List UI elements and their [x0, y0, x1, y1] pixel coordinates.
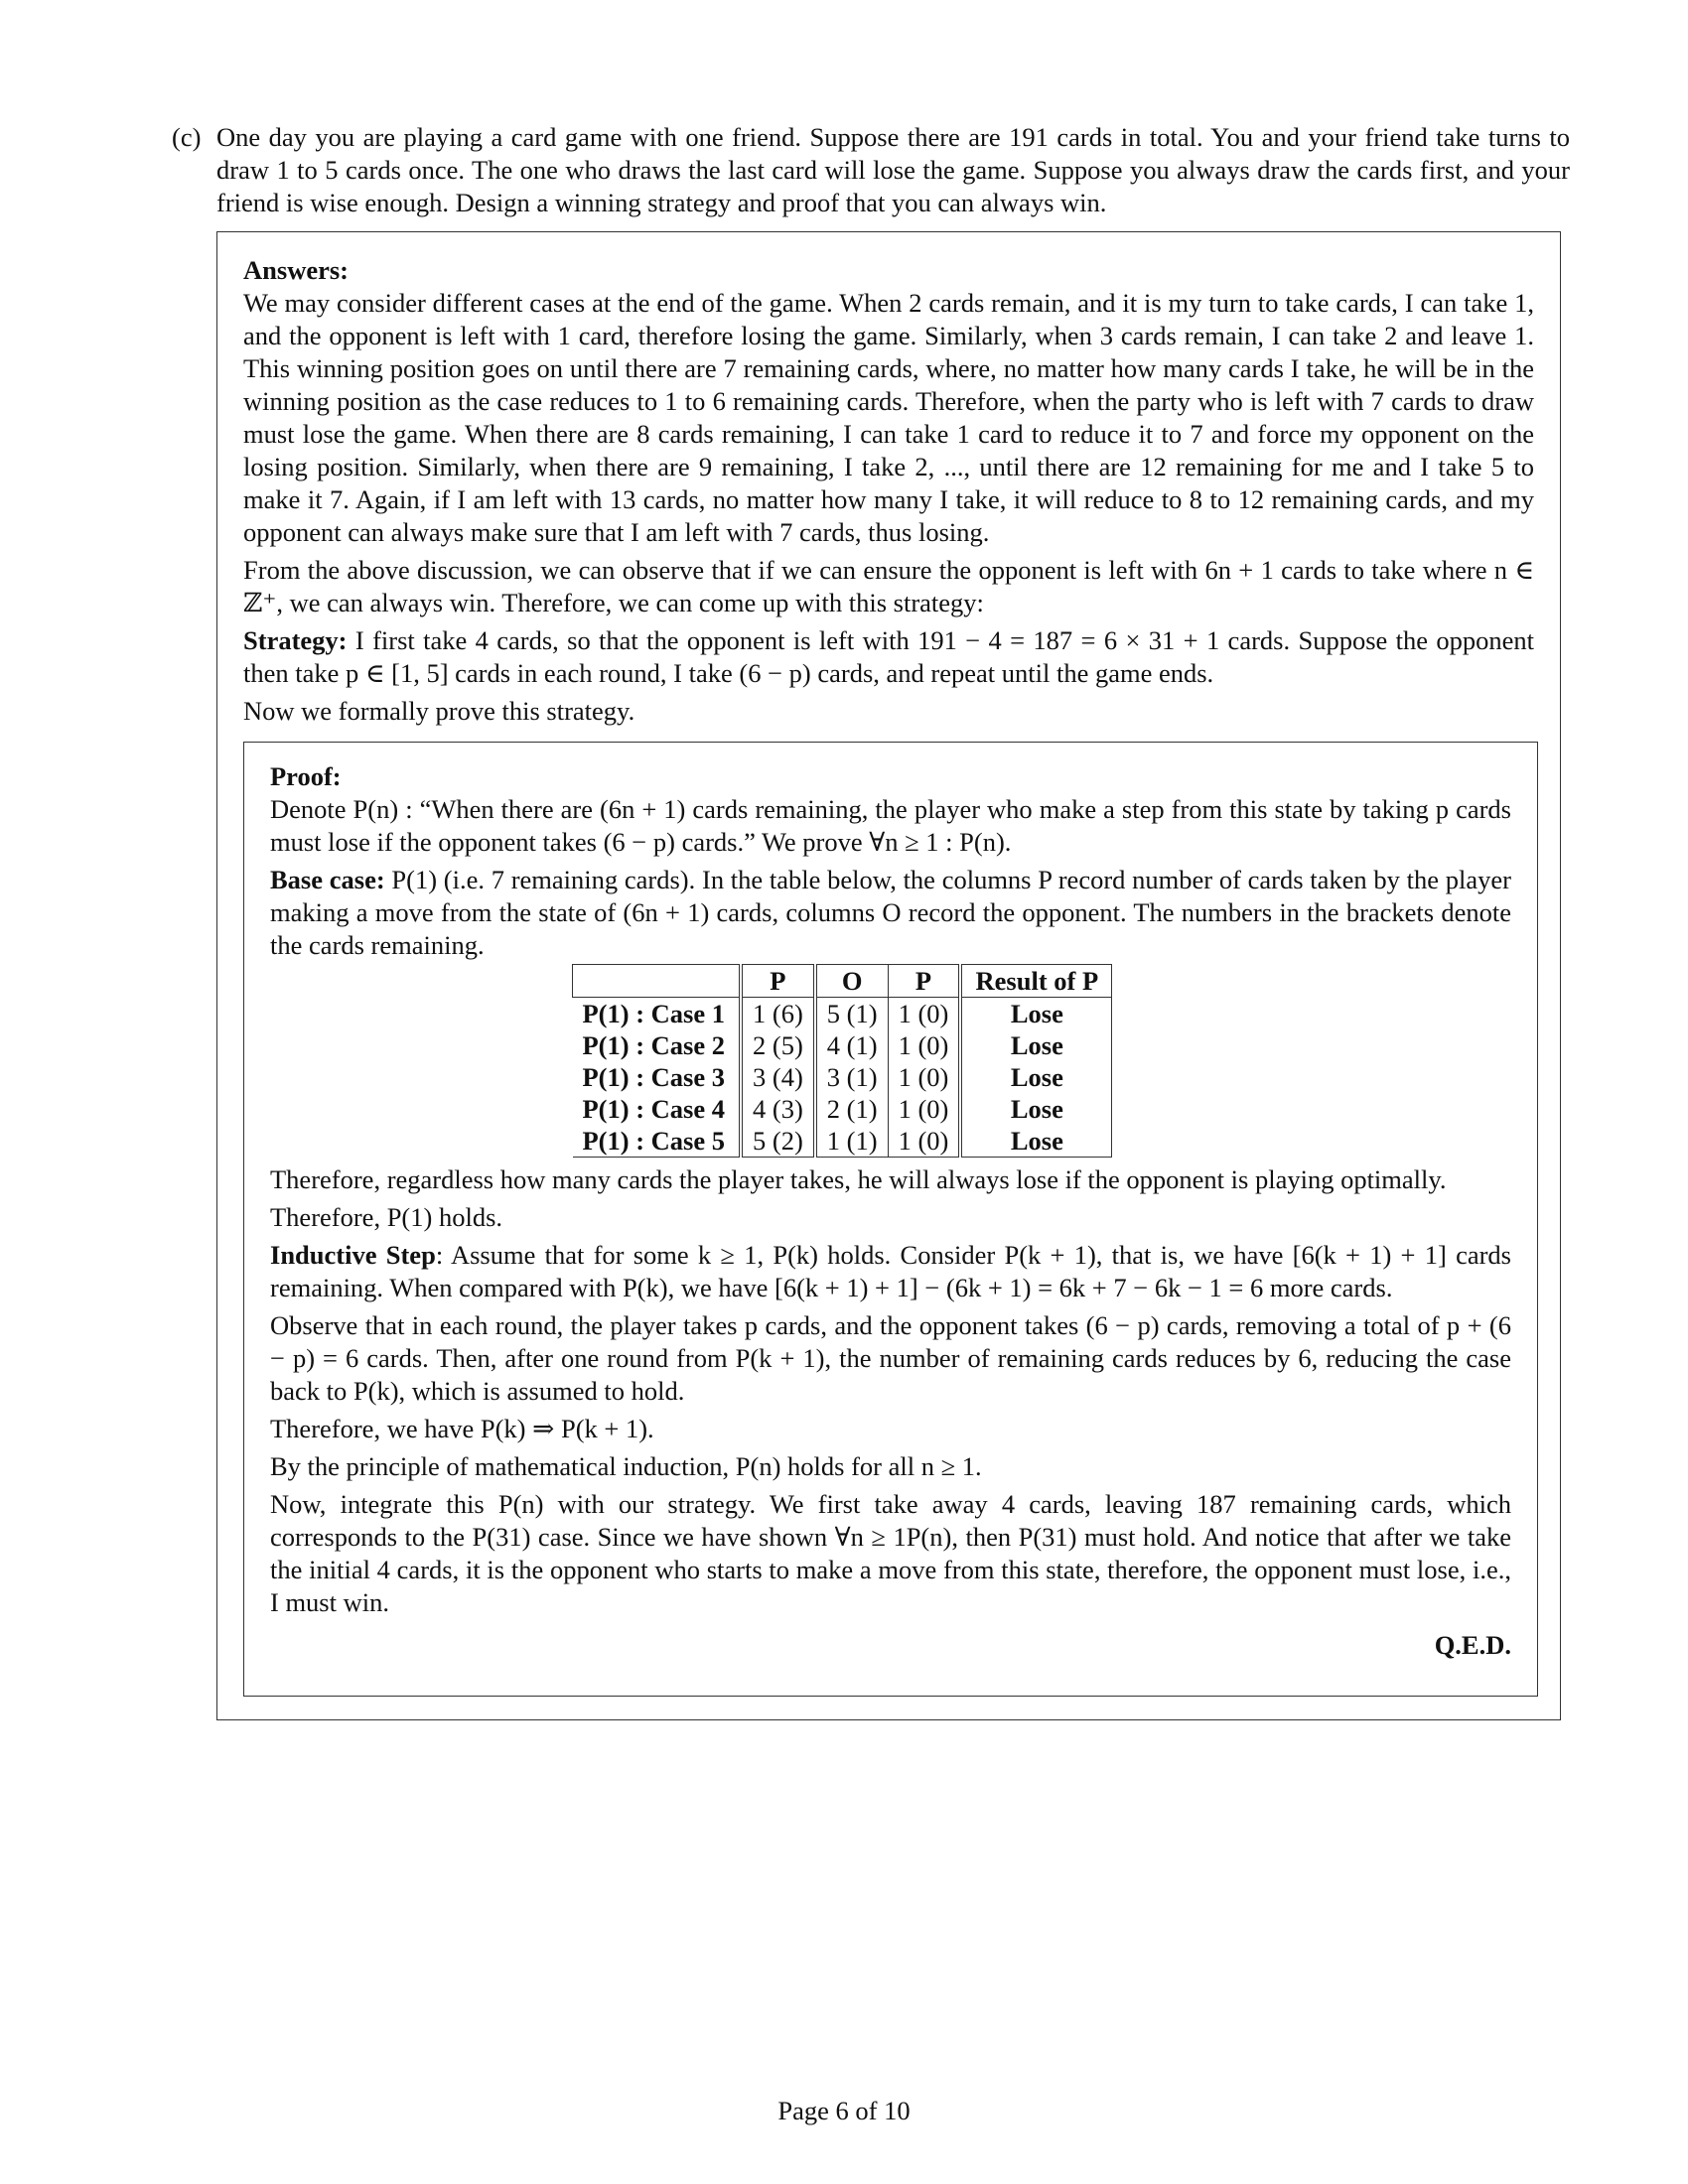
principle-paragraph: By the principle of mathematical induction, P(n) holds for all n ≥ 1. [270, 1451, 982, 1481]
inductive-text: : Assume that for some k ≥ 1, P(k) holds. Consider P(k + 1), that is, we have [6(k + 1) + 1] cards remaining. When compared with P(k), we have [6(k + 1) + 1] − (6k + 1) = 6k + 7 − 6k − 1 = 6 more cards. [270, 1240, 1511, 1302]
question-label: (c) [172, 122, 202, 152]
cell-p2: 1 (0) [888, 1093, 960, 1125]
row-label: P(1) : Case 3 [582, 1062, 725, 1092]
cell-p2: 1 (0) [888, 998, 960, 1030]
table-row [573, 998, 1112, 1030]
table-row [573, 1029, 1112, 1061]
answer-paragraph-2: From the above discussion, we can observe that if we can ensure the opponent is left with 6n + 1 cards to take where n ∈ ℤ⁺, we can always win. Therefore, we can come up with this strategy: [243, 555, 1534, 617]
qed-mark: Q.E.D. [1434, 1630, 1511, 1660]
cell-p2: 1 (0) [888, 1029, 960, 1061]
page-number: Page 6 of 10 [777, 2096, 911, 2125]
base-case-text: P(1) (i.e. 7 remaining cards). In the table below, the columns P record number of cards taken by the player making a move from the state of (6n + 1) cards, columns O record the opponent. The numbers in the brackets denote the cards remaining. [270, 865, 1511, 960]
cell-result: Lose [960, 1061, 1112, 1093]
strategy-text: I first take 4 cards, so that the opponent is left with 191 − 4 = 187 = 6 × 31 + 1 cards. Suppose the opponent then take p ∈ [1, 5] cards in each round, I take (6 − p) cards, and repeat until the game ends. [243, 625, 1534, 688]
cell-p1: 3 (4) [741, 1061, 815, 1093]
answer-box [216, 231, 1561, 1720]
cell-o: 4 (1) [815, 1029, 888, 1061]
cell-p2: 1 (0) [888, 1125, 960, 1158]
answer-paragraph-1: We may consider different cases at the end of the game. When 2 cards remain, and it is my turn to take cards, I can take 1, and the opponent is left with 1 card, therefore losing the game. Similarly, when 3 cards remain, I can take 2 and leave 1. This winning position goes on until there are 7 remaining cards, where, no matter how many cards I take, he will be in the winning position as the case reduces to 1 to 6 remaining cards. Therefore, when the party who is left with 7 cards to draw must lose the game. When there are 8 cards remaining, I can take 1 card to reduce it to 7 and force my opponent on the losing position. Similarly, when there are 9 remaining, I take 2, ..., until there are 12 remaining for me and I take 5 to make it 7. Again, if I am left with 13 cards, no matter how many I take, it will reduce to 8 to 12 remaining cards, and my opponent can always make sure that I am left with 7 cards, thus losing. [243, 288, 1534, 547]
answer-heading: Answers: [243, 255, 349, 285]
base-case-label: Base case: [270, 865, 385, 894]
cell-p1: 4 (3) [741, 1093, 815, 1125]
strategy-label: Strategy: [243, 625, 348, 655]
cell-p2: 1 (0) [888, 1061, 960, 1093]
integrate-paragraph: Now, integrate this P(n) with our strategy. We first take away 4 cards, leaving 187 remaining cards, which corresponds to the P(31) case. Since we have shown ∀n ≥ 1P(n), then P(31) must hold. And notice that after we take the initial 4 cards, it is the opponent who starts to make a move from this state, therefore, the opponent must lose, i.e., I must win. [270, 1489, 1511, 1617]
question-text: One day you are playing a card game with one friend. Suppose there are 191 cards in total. You and your friend take turns to draw 1 to 5 cards once. The one who draws the last card will lose the game. Suppose you always draw the cards first, and your friend is wise enough. Design a winning strategy and proof that you can always win. [216, 122, 1570, 217]
cell-o: 1 (1) [815, 1125, 888, 1158]
inductive-label: Inductive Step [270, 1240, 436, 1270]
cell-p1: 1 (6) [741, 998, 815, 1030]
strategy-paragraph [243, 624, 1534, 690]
table-corner [573, 965, 742, 998]
header-result: Result of P [960, 965, 1112, 998]
cell-o: 2 (1) [815, 1093, 888, 1125]
observe-paragraph: Observe that in each round, the player takes p cards, and the opponent takes (6 − p) cards, removing a total of p + (6 − p) = 6 cards. Then, after one round from P(k + 1), the number of remaining cards reduces by 6, reducing the case back to P(k), which is assumed to hold. [270, 1310, 1511, 1406]
table-row [573, 1061, 1112, 1093]
cell-result: Lose [960, 1093, 1112, 1125]
header-p2: P [888, 965, 960, 998]
row-label: P(1) : Case 2 [582, 1030, 725, 1060]
table-row [573, 1093, 1112, 1125]
question-c [172, 121, 1570, 219]
cell-result: Lose [960, 1125, 1112, 1158]
row-label: P(1) : Case 1 [582, 999, 725, 1028]
header-o: O [815, 965, 888, 998]
cases-table [572, 964, 1112, 1158]
cell-o: 3 (1) [815, 1061, 888, 1093]
cell-p1: 2 (5) [741, 1029, 815, 1061]
row-label: P(1) : Case 5 [573, 1125, 742, 1158]
implies-paragraph: Therefore, we have P(k) ⇒ P(k + 1). [270, 1414, 654, 1443]
base-case-paragraph [270, 864, 1511, 962]
row-label: P(1) : Case 4 [582, 1094, 725, 1124]
proof-denote: Denote P(n) : “When there are (6n + 1) cards remaining, the player who make a step from this state by taking p cards must lose if the opponent takes (6 − p) cards.” We prove ∀n ≥ 1 : P(n). [270, 794, 1511, 857]
after-table-text: Therefore, regardless how many cards the player takes, he will always lose if the opponent is playing optimally. [270, 1164, 1447, 1194]
cell-result: Lose [960, 998, 1112, 1030]
proof-heading: Proof: [270, 761, 342, 791]
inductive-paragraph [270, 1239, 1511, 1304]
table-row [573, 1125, 1112, 1158]
p1-holds-text: Therefore, P(1) holds. [270, 1202, 503, 1232]
cell-o: 5 (1) [815, 998, 888, 1030]
cell-p1: 5 (2) [741, 1125, 815, 1158]
cell-result: Lose [960, 1029, 1112, 1061]
answer-paragraph-3: Now we formally prove this strategy. [243, 696, 635, 726]
proof-box [243, 742, 1538, 1697]
table-header-row [573, 965, 1112, 998]
header-p1: P [741, 965, 815, 998]
